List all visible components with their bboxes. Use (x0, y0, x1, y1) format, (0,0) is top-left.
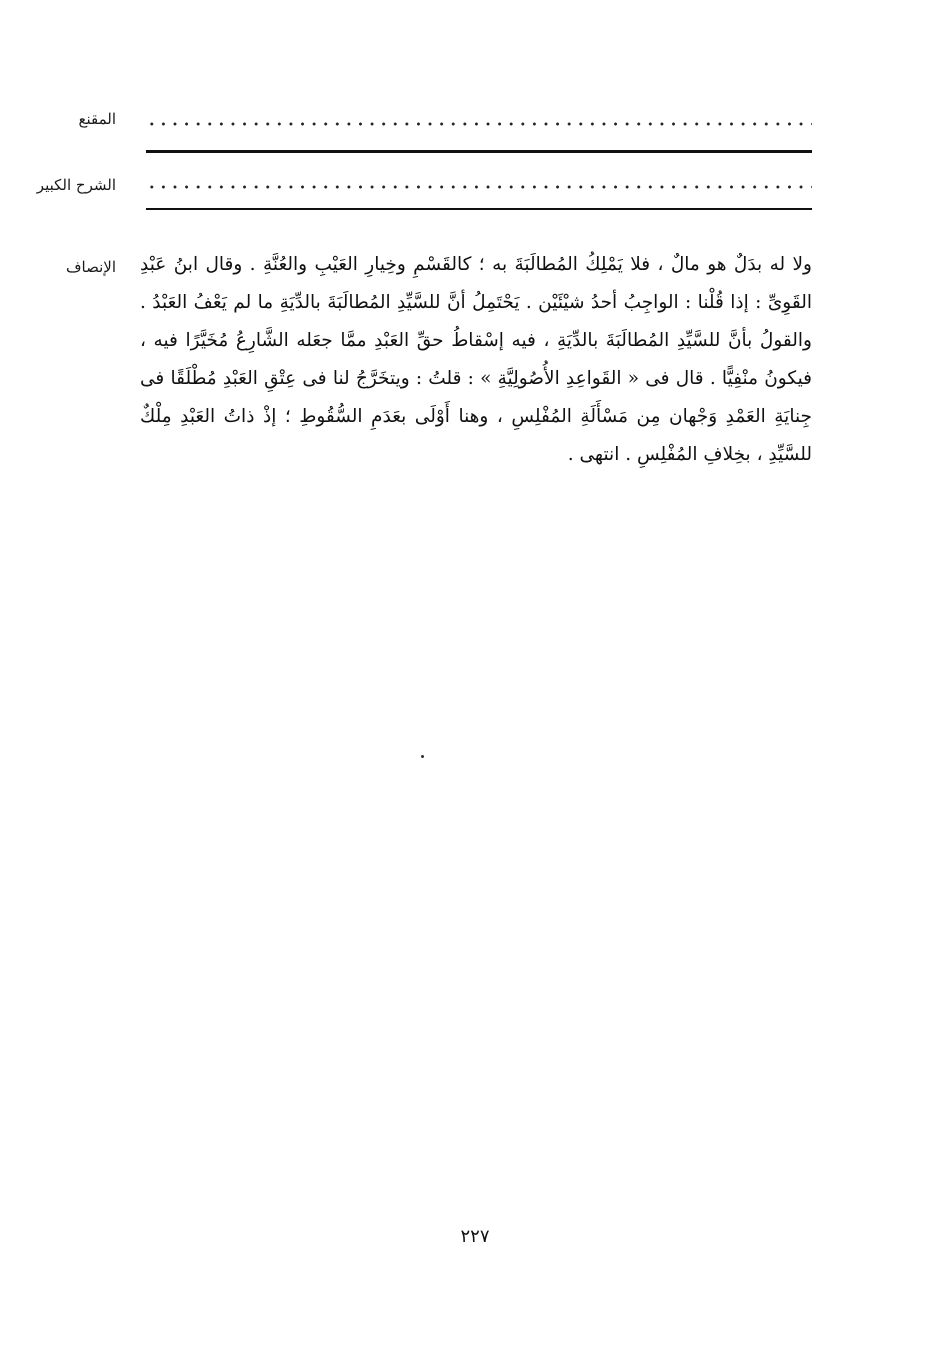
page-number: ٢٢٧ (460, 1226, 490, 1247)
sharh-section-label: الشرح الكبير (36, 176, 116, 194)
muqni-section-divider (146, 150, 812, 153)
insaf-section-label: الإنصاف (65, 258, 116, 276)
muqni-section-label: المقنع (78, 110, 116, 128)
insaf-body-text (140, 246, 812, 474)
scan-speck (421, 755, 424, 758)
sharh-dotted-placeholder (146, 184, 812, 190)
sharh-section-divider (146, 208, 812, 210)
insaf-paragraph: ولا له بدَلٌ هو مالٌ ، فلا يَمْلِكُ المُطالَبَةَ به ؛ كالقَسْمِ وخِيارِ العَيْبِ والعُنَّةِ . وقال ابنُ عَبْدِ القَوِىِّ : إذا قُلْنا : الواجِبُ أحدُ شيْئَيْن . يَحْتَمِلُ أنَّ للسَّيِّدِ المُطالَبَةَ بالدِّيَةِ ما لم يَعْفُ العَبْدُ . والقولُ بأنَّ للسَّيِّدِ المُطالَبَةَ بالدِّيَةِ ، فيه إسْقاطُ حقِّ العَبْدِ ممَّا جعَله الشَّارِعُ مُخَيَّرًا فيه ، فيكونُ منْفِيًّا . قال فى « القَواعِدِ الأُصُولِيَّةِ » : قلتُ : ويتخَرَّجُ لنا فى عِتْقِ العَبْدِ مُطْلَقًا فى جِنايَةِ العَمْدِ وَجْهان مِن مَسْأَلَةِ المُفْلِسِ ، وهنا أَوْلَى بعَدَمِ السُّقُوطِ ؛ إذْ ذاتُ العَبْدِ مِلْكٌ للسَّيِّدِ ، بخِلافِ المُفْلِسِ . انتهى . (140, 254, 812, 465)
muqni-dotted-placeholder (146, 121, 812, 127)
